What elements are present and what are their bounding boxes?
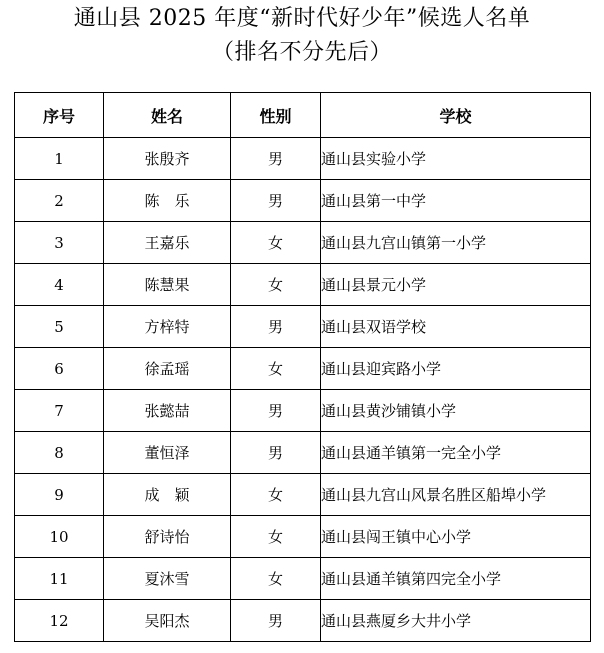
- cell-school: 通山县迎宾路小学: [321, 348, 591, 390]
- cell-school: 通山县景元小学: [321, 264, 591, 306]
- cell-school: 通山县黄沙铺镇小学: [321, 390, 591, 432]
- cell-school: 通山县闯王镇中心小学: [321, 516, 591, 558]
- cell-number: 7: [15, 390, 104, 432]
- cell-name: 张殷齐: [104, 138, 231, 180]
- cell-school: 通山县九宫山镇第一小学: [321, 222, 591, 264]
- cell-gender: 男: [231, 600, 321, 642]
- cell-gender: 男: [231, 432, 321, 474]
- document-subtitle: （排名不分先后）: [211, 40, 392, 65]
- table-row: [15, 264, 591, 306]
- cell-school: 通山县通羊镇第一完全小学: [321, 432, 591, 474]
- cell-name: 方梓特: [104, 306, 231, 348]
- cell-school: 通山县燕厦乡大井小学: [321, 600, 591, 642]
- table-row: [15, 600, 591, 642]
- header-gender: 性别: [231, 93, 321, 138]
- cell-gender: 女: [231, 474, 321, 516]
- cell-school: 通山县第一中学: [321, 180, 591, 222]
- table-row: [15, 138, 591, 180]
- cell-number: 5: [15, 306, 104, 348]
- header-name: 姓名: [104, 93, 231, 138]
- cell-number: 12: [15, 600, 104, 642]
- document-title: 通山县 2025 年度“新时代好少年”候选人名单: [73, 6, 531, 31]
- table-row: [15, 558, 591, 600]
- cell-gender: 女: [231, 222, 321, 264]
- cell-name: 吴阳杰: [104, 600, 231, 642]
- cell-gender: 男: [231, 390, 321, 432]
- table-row: [15, 222, 591, 264]
- cell-name: 成 颖: [104, 474, 231, 516]
- cell-name: 夏沐雪: [104, 558, 231, 600]
- table-row: [15, 180, 591, 222]
- cell-school: 通山县双语学校: [321, 306, 591, 348]
- cell-name: 陈 乐: [104, 180, 231, 222]
- table-row: [15, 432, 591, 474]
- cell-name: 张懿喆: [104, 390, 231, 432]
- cell-gender: 女: [231, 348, 321, 390]
- table-body: [15, 138, 591, 642]
- cell-name: 王嘉乐: [104, 222, 231, 264]
- cell-gender: 男: [231, 180, 321, 222]
- cell-number: 9: [15, 474, 104, 516]
- table-row: [15, 306, 591, 348]
- cell-gender: 男: [231, 138, 321, 180]
- cell-number: 2: [15, 180, 104, 222]
- header-school: 学校: [321, 93, 591, 138]
- cell-name: 舒诗怡: [104, 516, 231, 558]
- candidate-table: [14, 92, 591, 642]
- table-row: [15, 390, 591, 432]
- cell-number: 4: [15, 264, 104, 306]
- table-row: [15, 348, 591, 390]
- cell-number: 1: [15, 138, 104, 180]
- cell-number: 3: [15, 222, 104, 264]
- cell-number: 11: [15, 558, 104, 600]
- cell-school: 通山县通羊镇第四完全小学: [321, 558, 591, 600]
- cell-school: 通山县九宫山风景名胜区船埠小学: [321, 474, 591, 516]
- table-header-row: [15, 93, 591, 138]
- cell-gender: 女: [231, 516, 321, 558]
- cell-gender: 女: [231, 558, 321, 600]
- cell-name: 陈慧果: [104, 264, 231, 306]
- cell-number: 10: [15, 516, 104, 558]
- cell-name: 董恒泽: [104, 432, 231, 474]
- cell-gender: 女: [231, 264, 321, 306]
- cell-gender: 男: [231, 306, 321, 348]
- header-number: 序号: [15, 93, 104, 138]
- cell-number: 6: [15, 348, 104, 390]
- cell-name: 徐孟瑶: [104, 348, 231, 390]
- table-row: [15, 516, 591, 558]
- table-row: [15, 474, 591, 516]
- cell-number: 8: [15, 432, 104, 474]
- cell-school: 通山县实验小学: [321, 138, 591, 180]
